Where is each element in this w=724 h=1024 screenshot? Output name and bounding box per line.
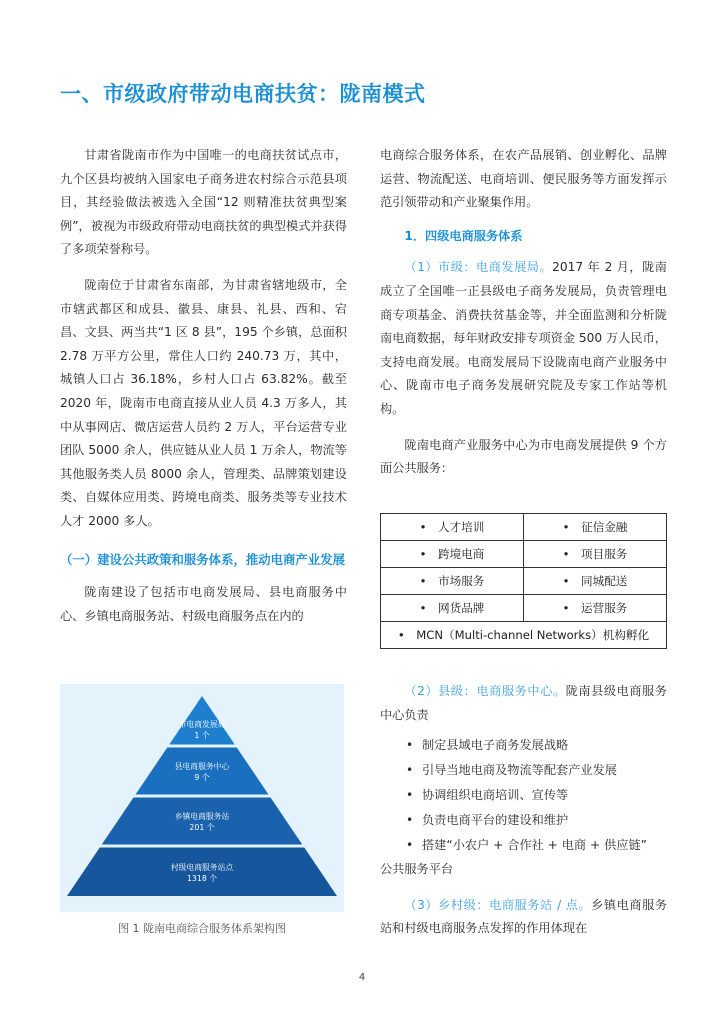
table-cell: • 市场服务 <box>381 568 524 595</box>
table-cell: • 网货品牌 <box>381 595 524 622</box>
table-cell-wide: • MCN（Multi-channel Networks）机构孵化 <box>381 622 667 649</box>
page-title: 一、市级政府带动电商扶贫：陇南模式 <box>60 82 426 106</box>
city-level-lead: （1）市级：电商发展局。 <box>404 260 553 275</box>
table-row <box>381 514 667 541</box>
right-paragraph-1: 电商综合服务体系，在农产品展销、创业孵化、品牌运营、物流配送、电商培训、便民服务等方面发挥示范引领带动和产业聚集作用。 <box>380 148 667 210</box>
pyramid-level <box>136 748 269 795</box>
left-paragraph-1: 甘肃省陇南市作为中国唯一的电商扶贫试点市，九个区县均被纳入国家电子商务进农村综合示范县项目，其经验做法被选入全国“12 则精准扶贫典型案例”，被视为市级政府带动电商扶贫的典型模式并获得了多项荣誉称号。 <box>60 148 347 257</box>
list-item: • 引导当地电商及物流等配套产业发展 <box>406 763 617 778</box>
table-cell: • 运营服务 <box>523 595 666 622</box>
village-level-lead: （3）乡村级：电商服务站 / 点。 <box>404 897 592 912</box>
pyramid-level-count: 9 个 <box>194 773 210 782</box>
table-cell: • 项目服务 <box>523 541 666 568</box>
county-duties-list <box>380 733 667 858</box>
section-heading: （一）建设公共政策和服务体系，推动电商产业发展 <box>60 551 345 567</box>
pyramid-svg <box>60 684 344 912</box>
table-cell: • 人才培训 <box>381 514 524 541</box>
pyramid-level <box>102 798 302 845</box>
table-row <box>381 568 667 595</box>
village-paragraph <box>380 894 667 941</box>
list-item-continuation: 公共服务平台 <box>380 862 454 877</box>
list-item: • 负责电商平台的建设和维护 <box>406 813 569 828</box>
left-paragraph-2: 陇南位于甘肃省东南部，为甘肃省辖地级市，全市辖武都区和成县、徽县、康县、礼县、西和、宕昌、文县、两当共“1 区 8 县”，195 个乡镇，总面积 2.78 万平方公里，常住人口约 240.73 万，其中，城镇人口占 36.18%，乡村人口占 63.82%。截至 2020 年，陇南市电商直接从业人员 4.3 万多人，其中从事网店、微店运营人员约 2 万人，平台运营专业团队 5000 余人，供应链从业人员 1 万余人，物流等其他服务类人员 8000 余人，管理类、品牌策划建设类、自媒体应用类、跨境电商类、服务类等专业技术人才 2000 多人。 <box>60 277 347 528</box>
county-paragraph <box>380 680 667 727</box>
table-row <box>381 541 667 568</box>
subsection-heading: 1．四级电商服务体系 <box>404 228 523 243</box>
list-item: • 制定县域电子商务发展战略 <box>406 738 569 753</box>
right-column-lower <box>380 680 667 941</box>
figure-caption: 图 1 陇南电商综合服务体系架构图 <box>118 922 286 935</box>
list-item: • 搭建“小农户 + 合作社 + 电商 + 供应链” <box>406 838 647 853</box>
pyramid-level <box>67 848 337 897</box>
table-cell: • 同城配送 <box>523 568 666 595</box>
right-paragraph-2 <box>380 256 667 421</box>
city-level-body: 2017 年 2 月，陇南成立了全国唯一正县级电子商务发展局，负责管理电商专项基金、消费扶贫基金等，并全面监测和分析陇南电商数据，每年财政安排专项资金 500 万人民币，支持电商发展。电商发展局下设陇南电商产业服务中心、陇南市电子商务发展研究院及专家工作站等机构。 <box>380 260 667 416</box>
right-paragraph-3: 陇南电商产业服务中心为市电商发展提供 9 个方面公共服务： <box>380 437 667 476</box>
pyramid-level-name: 乡镇电商服务站 <box>174 812 230 821</box>
page-number: 4 <box>358 972 366 983</box>
pyramid-level-name: 县电商服务中心 <box>174 762 230 771</box>
pyramid-level-name: 市电商发展局 <box>178 719 226 729</box>
table-cell: • 征信金融 <box>523 514 666 541</box>
right-column <box>380 144 667 481</box>
county-level-lead: （2）县级：电商服务中心。 <box>404 684 566 698</box>
left-column <box>60 144 347 628</box>
pyramid-level-count: 1 个 <box>194 730 210 740</box>
list-item: • 协调组织电商培训、宣传等 <box>406 788 569 803</box>
county-level-body: 陇南县级电商服务中心负责 <box>380 684 667 722</box>
pyramid-level-name: 村级电商服务站点 <box>170 862 234 872</box>
services-table <box>380 513 667 649</box>
table-row <box>381 595 667 622</box>
village-level-body: 乡镇电商服务站和村级电商服务点发挥的作用体现在 <box>380 897 668 936</box>
left-paragraph-3: 陇南建设了包括市电商发展局、县电商服务中心、乡镇电商服务站、村级电商服务点在内的 <box>60 585 347 623</box>
table-cell: • 跨境电商 <box>381 541 524 568</box>
pyramid-diagram <box>60 684 344 912</box>
table-row <box>381 622 667 649</box>
pyramid-level-count: 1318 个 <box>186 873 218 883</box>
pyramid-level-count: 201 个 <box>189 823 215 832</box>
